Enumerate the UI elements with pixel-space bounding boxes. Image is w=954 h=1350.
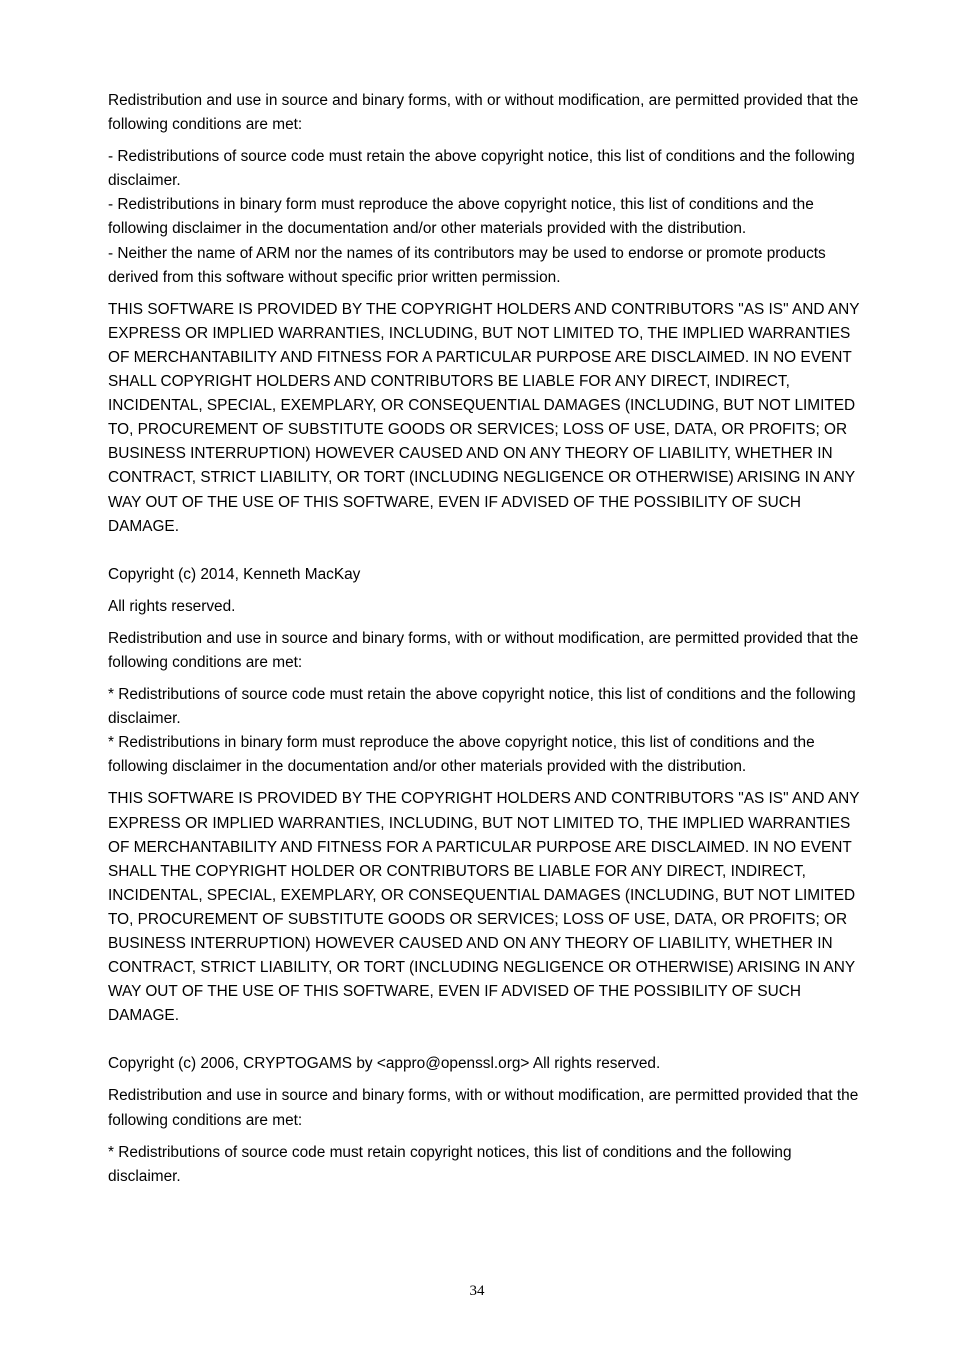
page-number: 34 xyxy=(469,1283,485,1299)
arm-license-disclaimer: THIS SOFTWARE IS PROVIDED BY THE COPYRIGHT HOLDERS AND CONTRIBUTORS "AS IS" AND ANY EXPRESS OR IMPLIED WARRANTIES, INCLUDING, BUT NOT LIMITED TO, THE IMPLIED WARRANTIES OF MERCHANTABILITY AND FITNESS FOR A PARTICULAR PURPOSE ARE DISCLAIMED. IN NO EVENT SHALL COPYRIGHT HOLDERS AND CONTRIBUTORS BE LIABLE FOR ANY DIRECT, INDIRECT, INCIDENTAL, SPECIAL, EXEMPLARY, OR CONSEQUENTIAL DAMAGES (INCLUDING, BUT NOT LIMITED TO, PROCUREMENT OF SUBSTITUTE GOODS OR SERVICES; LOSS OF USE, DATA, OR PROFITS; OR BUSINESS INTERRUPTION) HOWEVER CAUSED AND ON ANY THEORY OF LIABILITY, WHETHER IN CONTRACT, STRICT LIABILITY, OR TORT (INCLUDING NEGLIGENCE OR OTHERWISE) ARISING IN ANY WAY OUT OF THE USE OF THIS SOFTWARE, EVEN IF ADVISED OF THE POSSIBILITY OF SUCH DAMAGE. xyxy=(108,300,860,535)
document-body xyxy=(108,89,866,1197)
cryptogams-license-conditions: * Redistributions of source code must retain copyright notices, this list of conditions and the following disclaimer. xyxy=(108,1143,792,1185)
arm-license-conditions: - Redistributions of source code must retain the above copyright notice, this list of conditions and the following disclaimer. - Redistributions in binary form must reproduce the above copyright notice, this list of conditions and the following disclaimer in the documentation and/or other materials provided with the distribution. - Neither the name of ARM nor the names of its contributors may be used to endorse or promote products derived from this software without specific prior written permission. xyxy=(108,148,855,286)
mackay-copyright: Copyright (c) 2014, Kenneth MacKay xyxy=(108,565,361,583)
mackay-license-conditions: * Redistributions of source code must retain the above copyright notice, this list of conditions and the following disclaimer. * Redistributions in binary form must reproduce the above copyright notice, this list of conditions and the following disclaimer in the documentation and/or other materials provided with the distribution. xyxy=(108,686,856,776)
mackay-license-intro: Redistribution and use in source and binary forms, with or without modification, are permitted provided that the following conditions are met: xyxy=(108,629,859,671)
mackay-rights-reserved: All rights reserved. xyxy=(108,597,236,615)
arm-license-intro: Redistribution and use in source and binary forms, with or without modification, are permitted provided that the following conditions are met: xyxy=(108,92,859,134)
cryptogams-license-intro: Redistribution and use in source and binary forms, with or without modification, are permitted provided that the following conditions are met: xyxy=(108,1087,859,1129)
cryptogams-copyright: Copyright (c) 2006, CRYPTOGAMS by <appro@openssl.org> All rights reserved. xyxy=(108,1055,661,1073)
mackay-license-disclaimer: THIS SOFTWARE IS PROVIDED BY THE COPYRIGHT HOLDERS AND CONTRIBUTORS "AS IS" AND ANY EXPRESS OR IMPLIED WARRANTIES, INCLUDING, BUT NOT LIMITED TO, THE IMPLIED WARRANTIES OF MERCHANTABILITY AND FITNESS FOR A PARTICULAR PURPOSE ARE DISCLAIMED. IN NO EVENT SHALL THE COPYRIGHT HOLDER OR CONTRIBUTORS BE LIABLE FOR ANY DIRECT, INDIRECT, INCIDENTAL, SPECIAL, EXEMPLARY, OR CONSEQUENTIAL DAMAGES (INCLUDING, BUT NOT LIMITED TO, PROCUREMENT OF SUBSTITUTE GOODS OR SERVICES; LOSS OF USE, DATA, OR PROFITS; OR BUSINESS INTERRUPTION) HOWEVER CAUSED AND ON ANY THEORY OF LIABILITY, WHETHER IN CONTRACT, STRICT LIABILITY, OR TORT (INCLUDING NEGLIGENCE OR OTHERWISE) ARISING IN ANY WAY OUT OF THE USE OF THIS SOFTWARE, EVEN IF ADVISED OF THE POSSIBILITY OF SUCH DAMAGE. xyxy=(108,790,860,1025)
